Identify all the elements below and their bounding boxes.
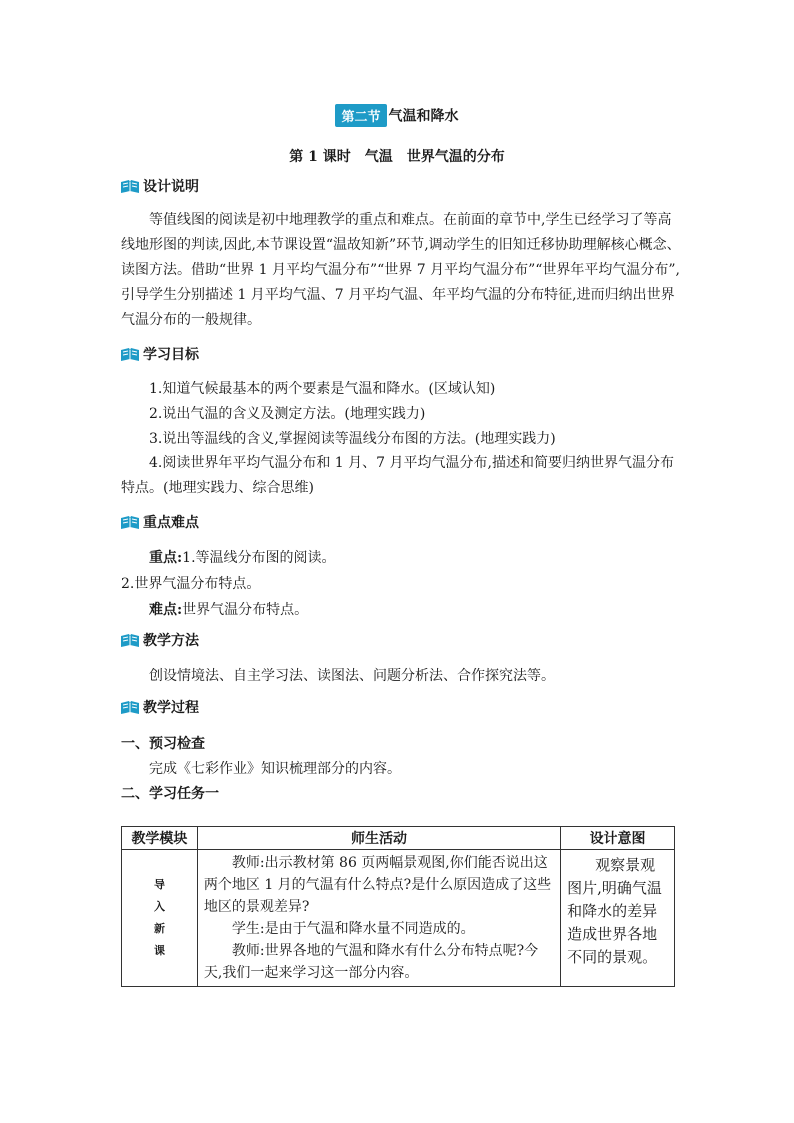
activity-line: 教师:世界各地的气温和降水有什么分布特点呢?今天,我们一起来学习这一部分内容。 <box>203 943 539 981</box>
step-heading: 一、预习检查 <box>121 736 205 752</box>
step-heading: 二、学习任务一 <box>121 786 219 802</box>
lesson-subtitle: 第 1 课时 气温 世界气温的分布 <box>289 149 505 165</box>
module-char: 导 <box>153 878 165 891</box>
book-icon <box>120 515 140 530</box>
heading-text: 设计说明 <box>143 179 199 195</box>
book-icon <box>120 179 140 194</box>
section-heading-methods <box>120 629 199 651</box>
difficult-points <box>149 599 308 619</box>
lesson-table <box>121 826 675 987</box>
key-label: 重点: <box>149 550 183 566</box>
goal-item: 2.说出气温的含义及测定方法。(地理实践力) <box>149 406 426 422</box>
section-heading-process <box>120 696 199 718</box>
table-header: 教学模块 <box>122 827 198 850</box>
methods-text: 创设情境法、自主学习法、读图法、问题分析法、合作探究法等。 <box>149 668 555 684</box>
section-heading-keys <box>120 511 199 533</box>
intent-text: 观察景观图片,明确气温和降水的差异造成世界各地不同的景观。 <box>567 856 662 966</box>
heading-text: 学习目标 <box>143 347 199 363</box>
activity-cell <box>197 850 560 987</box>
heading-text: 教学过程 <box>143 700 199 716</box>
key-points <box>149 547 336 567</box>
key-item: 2.世界气温分布特点。 <box>121 576 261 592</box>
goal-item: 4.阅读世界年平均气温分布和 1 月、7 月平均气温分布,描述和简要归纳世界气温分布特点。(地理实践力、综合思维) <box>121 455 674 496</box>
design-paragraph: 等值线图的阅读是初中地理教学的重点和难点。在前面的章节中,学生已经学习了等高线地形图的判读,因此,本节课设置“温故知新”环节,调动学生的旧知迁移协助理解核心概念、读图方法。借助“世界 1 月平均气温分布”“世界 7 月平均气温分布”“世界年平均气温分布”,引导学生分别描述 1 月平均气温、7 月平均气温、年平均气温的分布特征,进而归纳出世界气温分布的一般规律。 <box>121 212 681 328</box>
activity-line: 学生:是由于气温和降水量不同造成的。 <box>231 921 475 937</box>
table-header-row <box>122 827 675 850</box>
table-header: 设计意图 <box>561 827 675 850</box>
section-badge: 第二节 <box>335 104 386 127</box>
heading-text: 重点难点 <box>143 515 199 531</box>
table-row <box>122 850 675 987</box>
book-icon <box>120 633 140 648</box>
step-text: 完成《七彩作业》知识梳理部分的内容。 <box>149 761 401 777</box>
section-heading-goals <box>120 343 199 365</box>
book-icon <box>120 347 140 362</box>
goal-item: 3.说出等温线的含义,掌握阅读等温线分布图的方法。(地理实践力) <box>149 431 556 447</box>
module-char: 新 <box>153 922 165 935</box>
goal-item: 1.知道气候最基本的两个要素是气温和降水。(区域认知) <box>149 381 496 397</box>
intent-cell <box>561 850 675 987</box>
module-char: 入 <box>153 900 165 913</box>
section-title <box>0 104 794 127</box>
section-title-text: 气温和降水 <box>388 108 459 125</box>
difficult-label: 难点: <box>149 602 183 618</box>
key-item: 1.等温线分布图的阅读。 <box>182 550 336 566</box>
table-header: 师生活动 <box>197 827 560 850</box>
activity-line: 教师:出示教材第 86 页两幅景观图,你们能否说出这两个地区 1 月的气温有什么特点?是什么原因造成了这些地区的景观差异? <box>203 855 552 915</box>
module-cell <box>122 850 198 987</box>
heading-text: 教学方法 <box>143 633 199 649</box>
difficult-item: 世界气温分布特点。 <box>182 602 309 618</box>
module-char: 课 <box>153 944 165 957</box>
section-heading-design <box>120 175 199 197</box>
book-icon <box>120 700 140 715</box>
